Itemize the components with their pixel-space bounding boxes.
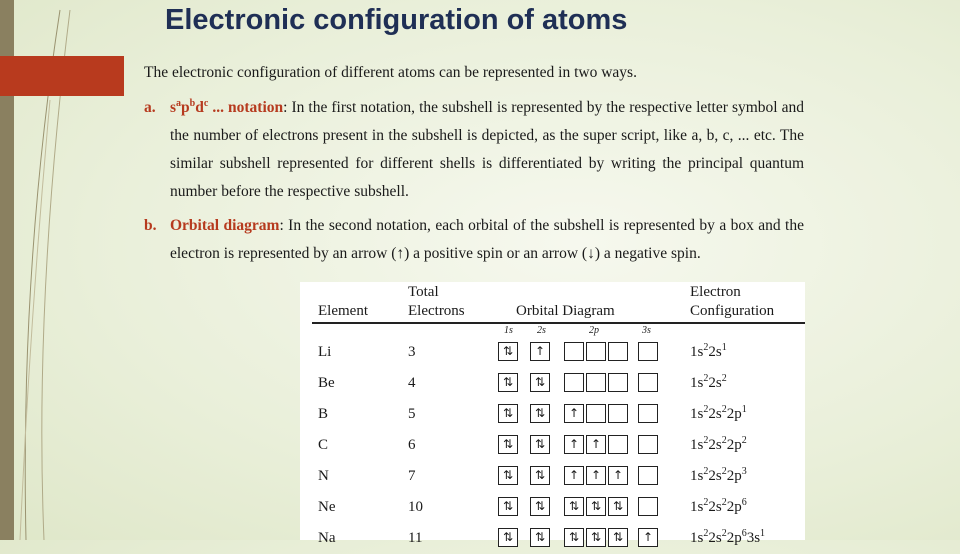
orbital-box: ⇅ — [564, 497, 584, 516]
orbital-box — [586, 373, 606, 392]
item-b-text-3: ) a negative spin. — [594, 245, 701, 262]
header-rule — [312, 322, 805, 324]
orbital-box — [586, 404, 606, 423]
orbital-box: ↑ — [564, 466, 584, 485]
header-orbital-diagram: Orbital Diagram — [516, 303, 615, 319]
notation-item-b — [144, 212, 804, 268]
orbital-box — [586, 342, 606, 361]
orbital-box: ↑ — [586, 466, 606, 485]
table-row — [300, 523, 805, 554]
orbital-box — [608, 373, 628, 392]
orbital-box — [638, 373, 658, 392]
orbital-box: ⇅ — [586, 497, 606, 516]
table-row — [300, 368, 805, 399]
orbital-box: ⇅ — [608, 497, 628, 516]
total-electrons: 4 — [408, 375, 416, 391]
orbital-box — [608, 435, 628, 454]
electron-configuration: $1s^22s^22p^2$ — [690, 435, 747, 453]
accent-tab — [0, 56, 124, 96]
orbital-box: ⇅ — [498, 466, 518, 485]
up-arrow-icon: ↑ — [396, 245, 405, 262]
orbital-box: ⇅ — [530, 497, 550, 516]
table-row — [300, 492, 805, 523]
header-total — [408, 283, 465, 321]
orbital-box: ↑ — [638, 528, 658, 547]
orbital-box — [564, 342, 584, 361]
total-electrons: 11 — [408, 530, 423, 546]
item-a-marker: a. — [144, 99, 156, 116]
orbital-box: ↑ — [608, 466, 628, 485]
header-total-line-1: Total — [408, 284, 439, 300]
orbital-box: ⇅ — [498, 342, 518, 361]
subshell-label-2p: 2p — [589, 325, 599, 336]
electron-configuration: $1s^22s^22p^63s^1$ — [690, 528, 766, 546]
total-electrons: 6 — [408, 437, 416, 453]
element-symbol: Na — [318, 530, 336, 546]
table-row — [300, 337, 805, 368]
orbital-box: ⇅ — [586, 528, 606, 547]
item-b-text-1: : In the second notation, each orbital of the subshell is represented by a box and the electron is represented by an arrow ( — [170, 217, 804, 262]
notation-item-a — [144, 94, 804, 206]
orbital-box — [638, 466, 658, 485]
item-b-term: Orbital diagram — [170, 217, 280, 234]
electron-configuration: $1s^22s^1$ — [690, 342, 727, 360]
total-electrons: 10 — [408, 499, 423, 515]
item-a-text: : In the first notation, the subshell is represented by the respective letter symbol and the number of electrons present in the subshell is depicted, as the super script, like a, b, c, ... etc. The similar subshell represented for different shells is differentiated by writing the principal quantum number before the respective subshell. — [170, 99, 804, 200]
orbital-box: ⇅ — [530, 528, 550, 547]
orbital-box — [608, 404, 628, 423]
electron-configuration: $1s^22s^22p^6$ — [690, 497, 747, 515]
subshell-label-2s: 2s — [537, 325, 546, 336]
orbital-box: ⇅ — [498, 435, 518, 454]
item-b-marker: b. — [144, 217, 157, 234]
header-config-line-1: Electron — [690, 284, 741, 300]
orbital-box: ⇅ — [498, 404, 518, 423]
orbital-box: ⇅ — [564, 528, 584, 547]
table-row — [300, 430, 805, 461]
element-symbol: Ne — [318, 499, 336, 515]
total-electrons: 7 — [408, 468, 416, 484]
orbital-box — [638, 497, 658, 516]
orbital-box — [638, 404, 658, 423]
header-element: Element — [318, 303, 368, 319]
element-symbol: C — [318, 437, 329, 453]
orbital-box — [638, 342, 658, 361]
header-configuration — [690, 283, 774, 321]
electron-configuration: $1s^22s^22p^1$ — [690, 404, 747, 422]
element-symbol: Li — [318, 344, 332, 360]
orbital-box — [608, 342, 628, 361]
item-b-text-2: ) a positive spin or an arrow ( — [404, 245, 588, 262]
header-total-line-2: Electrons — [408, 303, 465, 319]
orbital-box: ↑ — [586, 435, 606, 454]
orbital-box: ⇅ — [530, 404, 550, 423]
item-a-term: $s^ap^bd^c$ ... notation — [170, 97, 284, 116]
element-symbol: Be — [318, 375, 335, 391]
orbital-box — [564, 373, 584, 392]
slide-title: Electronic configuration of atoms — [165, 4, 628, 36]
orbital-box: ↑ — [564, 435, 584, 454]
element-symbol: N — [318, 468, 329, 484]
header-config-line-2: Configuration — [690, 303, 775, 319]
down-arrow-icon: ↓ — [587, 245, 595, 262]
total-electrons: 5 — [408, 406, 416, 422]
orbital-box: ↑ — [564, 404, 584, 423]
item-a-term-word: notation — [228, 99, 284, 116]
electron-configuration: $1s^22s^22p^3$ — [690, 466, 747, 484]
orbital-box: ⇅ — [608, 528, 628, 547]
orbital-box: ⇅ — [498, 373, 518, 392]
intro-text: The electronic configuration of different atoms can be represented in two ways. — [144, 64, 637, 81]
orbital-box — [638, 435, 658, 454]
table-row — [300, 461, 805, 492]
subshell-label-3s: 3s — [642, 325, 651, 336]
configuration-table — [300, 282, 805, 546]
total-electrons: 3 — [408, 344, 416, 360]
orbital-box: ⇅ — [498, 528, 518, 547]
electron-configuration: $1s^22s^2$ — [690, 373, 727, 391]
subshell-label-1s: 1s — [504, 325, 513, 336]
orbital-box: ↑ — [530, 342, 550, 361]
orbital-box: ⇅ — [530, 435, 550, 454]
table-row — [300, 399, 805, 430]
element-symbol: B — [318, 406, 329, 422]
orbital-box: ⇅ — [530, 466, 550, 485]
orbital-box: ⇅ — [530, 373, 550, 392]
orbital-box: ⇅ — [498, 497, 518, 516]
